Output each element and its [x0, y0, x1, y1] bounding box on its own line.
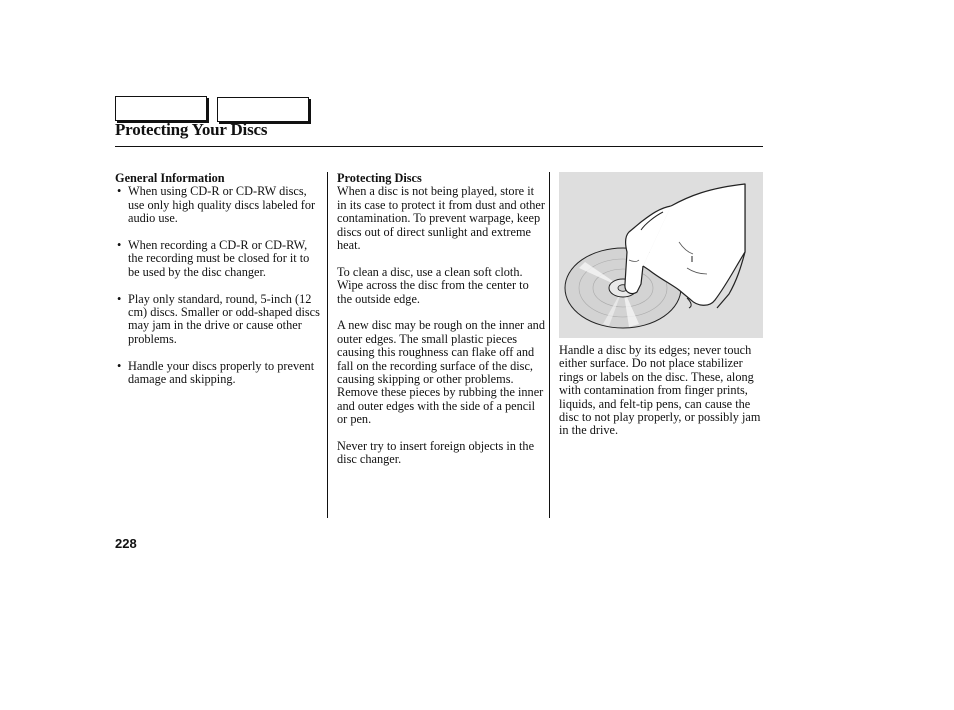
protecting-discs-heading: Protecting Discs: [337, 171, 422, 185]
column-divider-2: [549, 172, 550, 518]
bullet-text: When using CD-R or CD-RW discs, use only high quality discs labeled for audio use.: [128, 184, 316, 226]
list-item: [115, 185, 323, 225]
bullet-icon: •: [117, 238, 122, 253]
paragraph: To clean a disc, use a clean soft cloth. Wipe across the disc from the center to the outside edge.: [337, 264, 529, 306]
paragraph: Never try to insert foreign objects in the disc changer.: [337, 439, 535, 467]
paragraph: When a disc is not being played, store it in its case to protect it from dust and other contamination. To prevent warpage, keep discs out of direct sunlight and extreme heat.: [337, 184, 545, 253]
nav-tab-box-1[interactable]: [115, 96, 207, 121]
column-divider-1: [327, 172, 328, 518]
general-information-heading: General Information: [115, 171, 225, 185]
nav-tab-box-2[interactable]: [217, 97, 309, 122]
list-item: [115, 239, 323, 279]
hand-holding-disc-icon: [559, 172, 763, 338]
bullet-text: When recording a CD-R or CD-RW, the recording must be closed for it to be used by the disc changer.: [128, 238, 310, 279]
title-divider: [115, 146, 763, 147]
figure-caption: Handle a disc by its edges; never touch either surface. Do not place stabilizer rings or labels on the disc. These, along with contamination from finger prints, liquids, and felt-tip pens, can cause the disc to not play properly, or possibly jam in the drive.: [559, 343, 761, 438]
paragraph: A new disc may be rough on the inner and outer edges. The small plastic pieces causing this roughness can flake off and fall on the recording surface of the disc, causing skipping or other problems. Remove these pieces by rubbing the inner and outer edges with the side of a pencil or pen.: [337, 318, 545, 427]
general-information-column: [115, 172, 323, 400]
bullet-text: Play only standard, round, 5-inch (12 cm) discs. Smaller or odd-shaped discs may jam in the drive or cause other problems.: [128, 291, 320, 346]
page-number: 228: [115, 536, 137, 551]
bullet-text: Handle your discs properly to prevent damage and skipping.: [128, 358, 315, 387]
disc-handling-figure: [559, 172, 763, 338]
page-title: Protecting Your Discs: [115, 120, 268, 139]
bullet-icon: •: [117, 358, 122, 373]
list-item: [115, 293, 323, 347]
bullet-icon: •: [117, 184, 122, 199]
protecting-discs-column: [337, 172, 545, 480]
list-item: [115, 360, 323, 387]
bullet-icon: •: [117, 291, 122, 306]
